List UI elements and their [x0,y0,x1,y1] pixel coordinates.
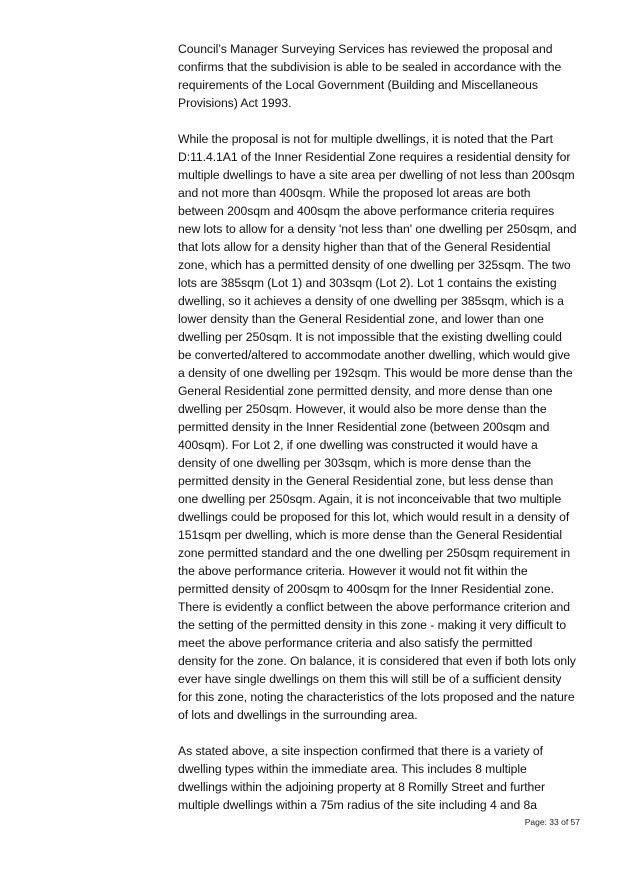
text-line: ever have single dwellings on them this will still be of a sufficient density [178,672,562,686]
text-line: a density of one dwelling per 192sqm. This would be more dense than the [178,366,573,380]
text-line: 400sqm). For Lot 2, if one dwelling was constructed it would have a [178,438,538,452]
text-line: 151sqm per dwelling, which is more dense than the General Residential [178,528,563,542]
text-line: While the proposal is not for multiple dwellings, it is noted that the Part [178,132,553,146]
text-line: multiple dwellings within a 75m radius of the site including 4 and 8a [178,798,537,812]
text-line: dwellings could be proposed for this lot, which would result in a density of [178,510,570,524]
text-line: that lots allow for a density higher than that of the General Residential [178,240,551,254]
text-line: dwelling types within the immediate area. This includes 8 multiple [178,762,527,776]
text-line: requirements of the Local Government (Building and Miscellaneous [178,78,538,92]
text-line: multiple dwellings to have a site area per dwelling of not less than 200sqm [178,168,575,182]
text-line: and not more than 400sqm. While the proposed lot areas are both [178,186,531,200]
text-line: permitted density in the Inner Residential zone (between 200sqm and [178,420,550,434]
text-line: density of one dwelling per 303sqm, which is more dense than the [178,456,532,470]
text-line: dwellings within the adjoining property at 8 Romilly Street and further [178,780,546,794]
text-line: As stated above, a site inspection confirmed that there is a variety of [178,744,543,758]
text-line: meet the above performance criteria and also satisfy the permitted [178,636,533,650]
text-line: be converted/altered to accommodate another dwelling, which would give [178,348,571,362]
paragraph-density [178,130,582,724]
text-line: lots are 385sqm (Lot 1) and 303sqm (Lot 2). Lot 1 contains the existing [178,276,557,290]
text-line: zone, which has a permitted density of one dwelling per 325sqm. The two [178,258,571,272]
paragraph-surveying [178,40,582,112]
text-line: of lots and dwellings in the surrounding area. [178,708,418,722]
text-line: the above performance criteria. However it would not fit within the [178,564,528,578]
text-line: permitted density in the General Residential zone, but less dense than [178,474,554,488]
text-line: dwelling per 250sqm. It is not impossible that the existing dwelling could [178,330,562,344]
text-line: confirms that the subdivision is able to be sealed in accordance with the [178,60,562,74]
text-line: D:11.4.1A1 of the Inner Residential Zone requires a residential density for [178,150,571,164]
paragraph-site-inspection [178,742,582,814]
text-line: permitted density of 200sqm to 400sqm for the Inner Residential zone. [178,582,554,596]
text-line: Council’s Manager Surveying Services has reviewed the proposal and [178,42,553,56]
text-line: one dwelling per 250sqm. Again, it is not inconceivable that two multiple [178,492,562,506]
text-line: General Residential zone permitted density, and more dense than one [178,384,553,398]
text-line: zone permitted standard and the one dwelling per 250sqm requirement in [178,546,571,560]
text-line: There is evidently a conflict between the above performance criterion and [178,600,570,614]
text-line: density for the zone. On balance, it is considered that even if both lots only [178,654,576,668]
text-line: for this zone, noting the characteristics of the lots proposed and the nature [178,690,575,704]
text-line: between 200sqm and 400sqm the above performance criteria requires [178,204,555,218]
text-line: lower density than the General Residential zone, and lower than one [178,312,544,326]
page-number: Page: 33 of 57 [524,817,580,827]
text-line: Provisions) Act 1993. [178,96,292,110]
text-line: dwelling per 250sqm. However, it would also be more dense than the [178,402,547,416]
text-line: the setting of the permitted density in this zone - making it very difficult to [178,618,567,632]
document-body [178,40,582,832]
text-line: dwelling, so it achieves a density of one dwelling per 385sqm, which is a [178,294,564,308]
text-line: new lots to allow for a density 'not less than' one dwelling per 250sqm, and [178,222,577,236]
